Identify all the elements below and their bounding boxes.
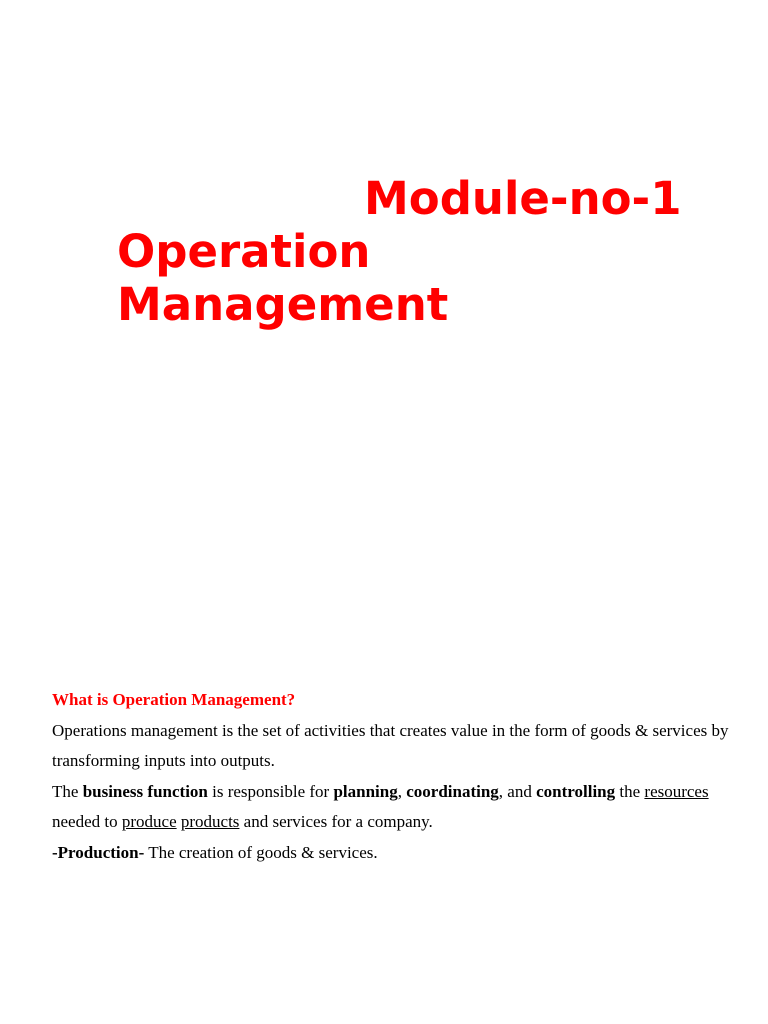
- text-segment: , and: [498, 781, 537, 801]
- underlined-resources: resources: [644, 781, 709, 801]
- bold-coordinating: coordinating: [406, 781, 499, 801]
- bold-controlling: controlling: [536, 781, 616, 801]
- text-segment: is responsible for: [207, 781, 334, 801]
- business-function-paragraph: [52, 777, 732, 838]
- bold-business-function: business function: [82, 781, 208, 801]
- text-segment: The: [52, 781, 83, 801]
- production-paragraph: [52, 838, 732, 869]
- text-segment: needed to: [52, 812, 122, 832]
- definition-paragraph: Operations management is the set of activities that creates value in the form of goods & services by transforming inputs into outputs.: [52, 720, 729, 771]
- underlined-products: products: [180, 812, 240, 832]
- title-module-number: Module-no-1: [364, 172, 682, 225]
- text-segment: ,: [397, 781, 407, 801]
- bold-planning: planning: [333, 781, 398, 801]
- title-operation: Operation: [117, 225, 371, 278]
- section-body: [52, 685, 732, 869]
- bold-production-term: -Production-: [52, 842, 145, 862]
- text-segment: the: [615, 781, 645, 801]
- underlined-produce: produce: [121, 812, 177, 832]
- section-heading: What is Operation Management?: [52, 690, 296, 709]
- production-definition: The creation of goods & services.: [144, 842, 378, 862]
- title-management: Management: [117, 278, 449, 331]
- text-segment: and services for a company.: [239, 812, 433, 832]
